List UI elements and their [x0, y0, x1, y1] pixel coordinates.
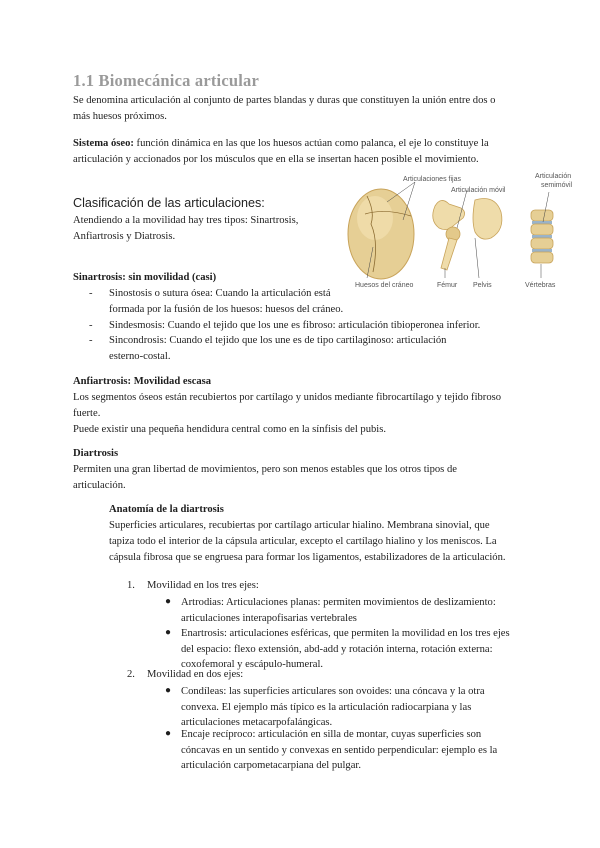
label-vertebras: Vértebras: [525, 282, 556, 289]
sinartrosis-item-line: esterno-costal.: [109, 351, 171, 362]
joints-illustration-svg: [345, 172, 573, 294]
sistema-oseo-paragraph: [73, 136, 489, 168]
bullet-line: articulación carpometacarpiana del pulgar.: [181, 760, 362, 771]
movilidad-label: Movilidad en dos ejes:: [147, 669, 244, 680]
vertebra-shape: [531, 238, 553, 249]
bullet-line: articulaciones metacarpofalángicas.: [181, 717, 333, 728]
sistema-oseo-line-2: articulación y accionados por los músculos que en ella se insertan hacen posible el movimiento.: [73, 154, 479, 165]
bullet-line: coxofemoral y escápulo-humeral.: [181, 659, 324, 670]
bullet-line: convexa. El ejemplo más típico es la articulación radiocarpiana y las: [181, 701, 472, 713]
bullet-line: Encaje recíproco: articulación en silla de montar, cuyas superficies son: [181, 729, 482, 740]
intro-line-2: más huesos próximos.: [73, 111, 167, 122]
anatomia-line-3: cápsula fibrosa que se engruesa para formar los ligamentos, estabilizadores de la articulación.: [109, 552, 506, 563]
anfiartrosis-section: [73, 374, 501, 438]
intervertebral-disc-shape: [532, 221, 552, 224]
label-huesos-craneo: Huesos del cráneo: [355, 282, 414, 289]
clasificacion-paragraph: [73, 213, 298, 245]
anfiartrosis-line-1: Los segmentos óseos están recubiertos por cartílago y unidos mediante fibrocartílago y tejido fibroso: [73, 392, 502, 403]
anfiartrosis-line-2: fuerte.: [73, 408, 101, 419]
dash-marker: -: [89, 288, 93, 299]
number-marker: 2.: [127, 669, 135, 680]
dash-marker: -: [89, 335, 93, 346]
bullet-marker: ●: [165, 596, 172, 607]
joints-illustration: [345, 172, 573, 294]
label-articulaciones-fijas: Articulaciones fijas: [403, 176, 461, 183]
diartrosis-section: [73, 446, 457, 494]
bullet-line: articulaciones interapofisarias vertebrales: [181, 612, 357, 624]
bullet-marker: ●: [165, 627, 172, 638]
intervertebral-disc-shape: [532, 249, 552, 252]
vertebra-shape: [531, 252, 553, 263]
dash-marker: -: [89, 320, 93, 331]
clasificacion-title: Clasificación de las articulaciones:: [73, 196, 265, 210]
bullet-line: del espacio: flexo extensión, abd-add y rotación interna, rotación externa:: [181, 643, 493, 655]
sinartrosis-item-line: Sinostosis o sutura ósea: Cuando la articulación está: [109, 288, 331, 299]
intervertebral-disc-shape: [532, 235, 552, 238]
label-pelvis: Pelvis: [473, 282, 492, 289]
diartrosis-line-2: articulación.: [73, 480, 126, 491]
pelvis-shape: [433, 200, 465, 229]
anfiartrosis-line-3: Puede existir una pequeña hendidura central como en la sínfisis del pubis.: [73, 424, 387, 435]
movilidad-bullet: [165, 626, 510, 673]
sistema-oseo-line-1: [73, 136, 489, 152]
sinartrosis-item: [89, 286, 344, 318]
sinartrosis-item-line: Sincondrosis: Cuando el tejido que los une es de tipo cartilaginoso: articulación: [109, 335, 447, 346]
bullet-line: Enartrosis: articulaciones esféricas, que permiten la movilidad en los tres ejes: [181, 628, 510, 639]
bullet-line: cóncavas en un sentido y convexas en sentido perpendicular: ejemplo es la: [181, 744, 498, 756]
skull-highlight: [357, 196, 393, 240]
number-marker: 1.: [127, 580, 135, 591]
clasificacion-line-2: Anfiartrosis y Diatrosis.: [73, 231, 176, 242]
vertebra-shape: [531, 224, 553, 235]
sistema-oseo-line-1-text: función dinámica en las que los huesos actúan como palanca, el eje lo constituye la: [133, 138, 489, 149]
sistema-oseo-label: Sistema óseo:: [73, 138, 134, 149]
label-articulacion-semimovil-2: semimóvil: [541, 182, 573, 189]
label-pointer-line: [475, 238, 479, 278]
sinartrosis-item: [89, 318, 481, 334]
diartrosis-title: Diartrosis: [73, 448, 119, 459]
movilidad-label: Movilidad en los tres ejes:: [147, 580, 259, 591]
label-articulacion-semimovil-1: Articulación: [535, 173, 572, 180]
pelvis-shape: [473, 199, 502, 240]
diartrosis-line-1: Permiten una gran libertad de movimientos, pero son menos estables que los otros tipos de: [73, 464, 457, 475]
vertebra-shape: [531, 210, 553, 221]
bullet-line: Condíleas: las superficies articulares son ovoides: una cóncava y la otra: [181, 686, 485, 697]
anatomia-line-2: tapiza todo el interior de la cápsula articular, excepto el cartílago hialino y los meniscos. La: [109, 536, 497, 547]
clasificacion-line-1: Atendiendo a la movilidad hay tres tipos: Sinartrosis,: [73, 215, 299, 226]
section-title: 1.1 Biomecánica articular: [73, 71, 260, 90]
movilidad-list-item: [127, 578, 259, 594]
anfiartrosis-title: Anfiartrosis: Movilidad escasa: [73, 376, 212, 387]
movilidad-bullet: [165, 727, 498, 774]
bullet-marker: ●: [165, 728, 172, 739]
sinartrosis-item-line: formada por la fusión de los huesos: huesos del cráneo.: [109, 304, 344, 315]
anatomia-title: Anatomía de la diartrosis: [109, 504, 224, 515]
femur-shaft-shape: [441, 238, 457, 270]
intro-paragraph: [73, 93, 495, 125]
anatomia-section: [109, 502, 506, 566]
sinartrosis-title: Sinartrosis: sin movilidad (casi): [73, 272, 217, 283]
vertebrae-stack: [531, 210, 553, 263]
movilidad-bullet: [165, 684, 485, 731]
sinartrosis-item: [89, 333, 447, 365]
movilidad-bullet: [165, 595, 496, 626]
sinartrosis-item-line: Sindesmosis: Cuando el tejido que los une es fibroso: articulación tibioperonea inferior.: [109, 320, 481, 331]
label-femur: Fémur: [437, 282, 458, 289]
movilidad-list-item: [127, 667, 244, 683]
intro-line-1: Se denomina articulación al conjunto de partes blandas y duras que constituyen la unión entre dos o: [73, 95, 496, 106]
anatomia-line-1: Superficies articulares, recubiertas por cartílago articular hialino. Membrana sinovial, que: [109, 520, 490, 531]
bullet-marker: ●: [165, 685, 172, 696]
bullet-line: Artrodias: Articulaciones planas: permiten movimientos de deslizamiento:: [181, 597, 496, 608]
label-articulacion-movil: Articulación móvil: [451, 187, 506, 194]
